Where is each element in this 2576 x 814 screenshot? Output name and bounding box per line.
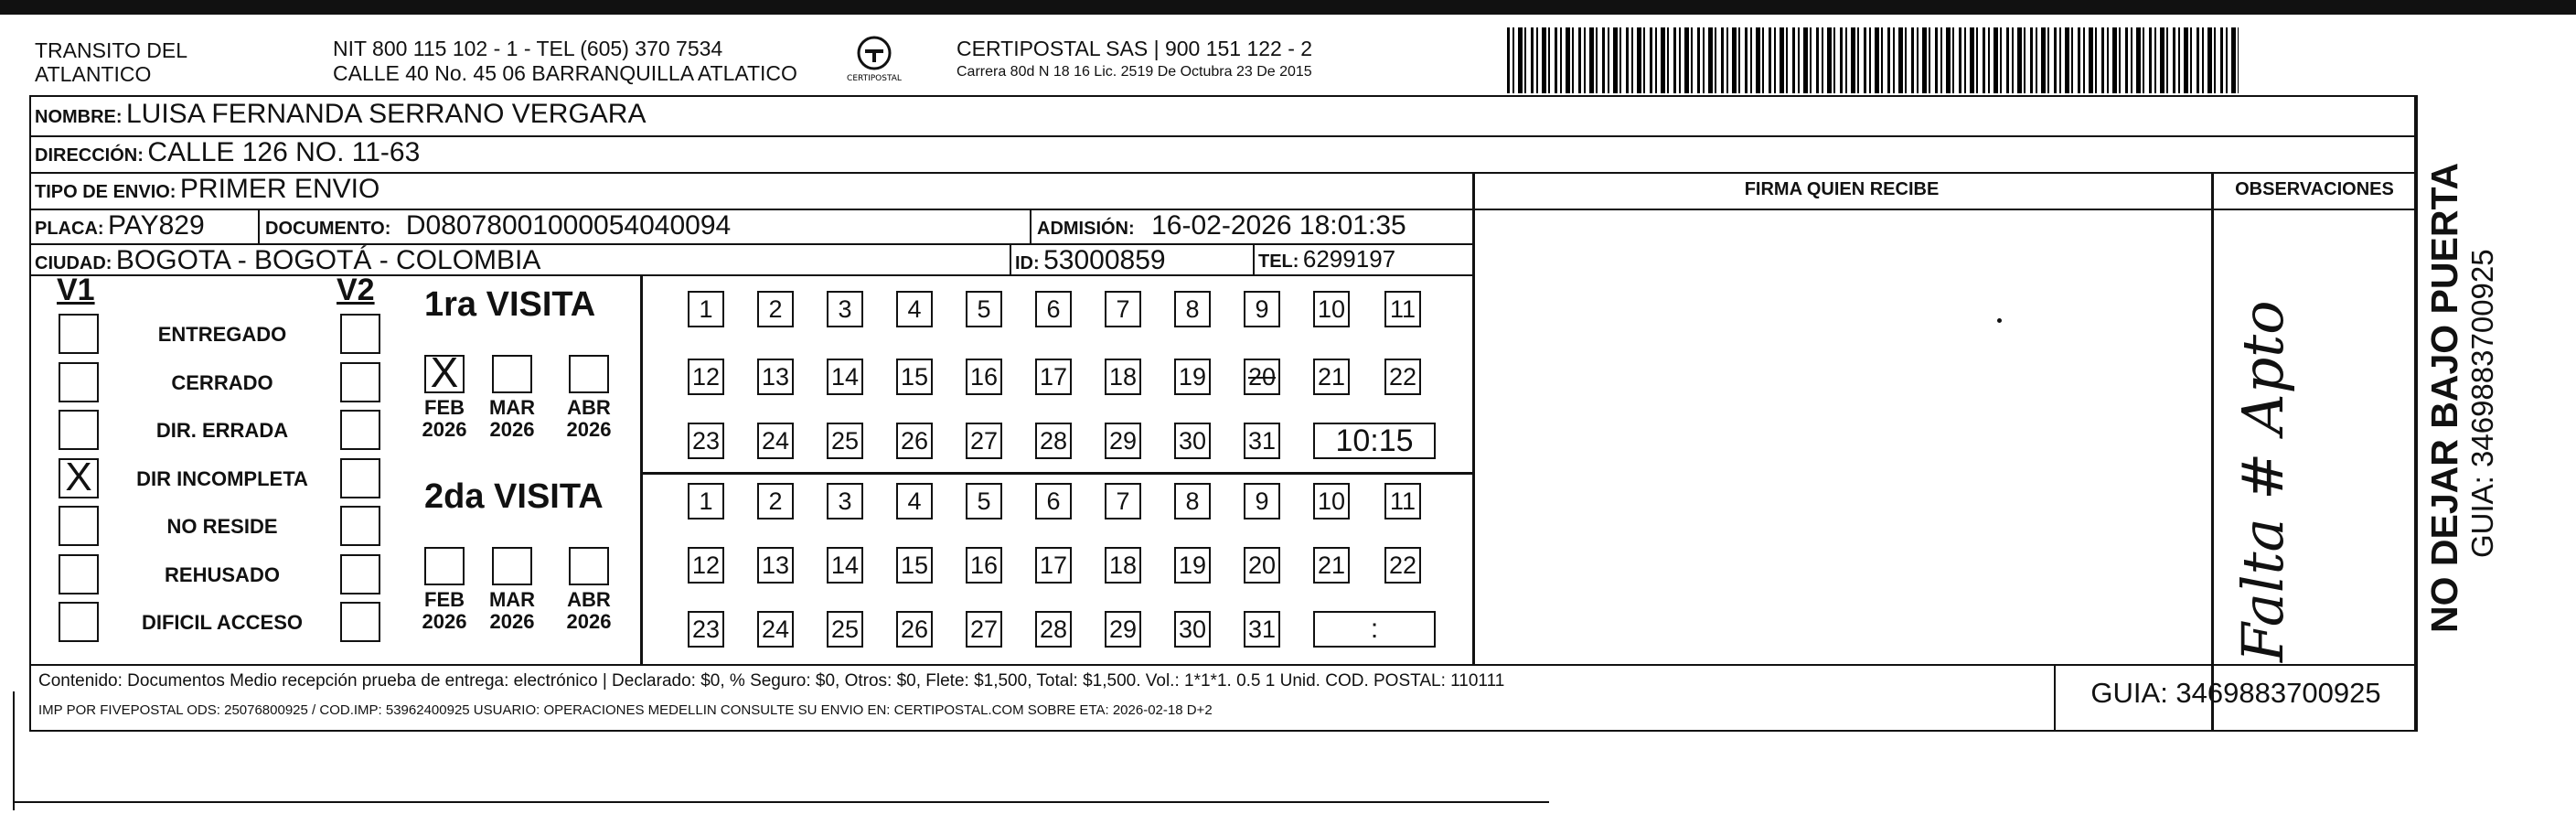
day-box[interactable]: 26 bbox=[896, 423, 933, 459]
day-box[interactable]: 7 bbox=[1105, 483, 1141, 519]
carrier-name: CERTIPOSTAL SAS | 900 151 122 - 2 bbox=[957, 37, 1313, 60]
day-box[interactable]: 21 bbox=[1313, 359, 1350, 395]
ciudad-label: CIUDAD: bbox=[35, 253, 112, 273]
side-guia: GUIA: 3469883700925 bbox=[2465, 249, 2499, 558]
admision-row bbox=[1037, 210, 1406, 241]
status-label: CERRADO bbox=[171, 371, 273, 394]
documento-row bbox=[265, 210, 731, 241]
day-box[interactable]: 27 bbox=[966, 611, 1002, 648]
day-box[interactable]: 5 bbox=[966, 483, 1002, 519]
month-label bbox=[561, 589, 616, 633]
v1-checkbox[interactable] bbox=[59, 455, 99, 499]
day-box[interactable]: 22 bbox=[1384, 359, 1421, 395]
month-year: 2026 bbox=[566, 418, 612, 441]
day-box[interactable]: 12 bbox=[688, 359, 724, 395]
status-label: DIFICIL ACCESO bbox=[141, 611, 303, 634]
month-label bbox=[485, 397, 540, 441]
placa-row bbox=[35, 210, 205, 241]
day-box[interactable]: 24 bbox=[757, 611, 794, 648]
day-box[interactable]: 30 bbox=[1174, 611, 1211, 648]
v1-checkbox[interactable] bbox=[59, 410, 99, 450]
bottom-edge-mark bbox=[13, 801, 1549, 803]
day-box[interactable]: 27 bbox=[966, 423, 1002, 459]
month-name: MAR bbox=[488, 588, 536, 611]
day-box[interactable]: 2 bbox=[757, 291, 794, 327]
tel-row bbox=[1258, 245, 1395, 273]
day-box[interactable]: 16 bbox=[966, 547, 1002, 584]
day-box[interactable]: 29 bbox=[1105, 423, 1141, 459]
ciudad-row bbox=[35, 245, 540, 276]
month-name: FEB bbox=[424, 588, 465, 611]
second-visit-time[interactable]: : bbox=[1313, 611, 1436, 648]
documento-value: D08078001000054040094 bbox=[405, 210, 732, 241]
v2-checkbox[interactable] bbox=[340, 554, 380, 594]
day-box[interactable]: 4 bbox=[896, 291, 933, 327]
day-box[interactable]: 1 bbox=[688, 291, 724, 327]
month-year: 2026 bbox=[422, 418, 467, 441]
ink-dot bbox=[1997, 318, 2002, 323]
day-box[interactable]: 17 bbox=[1035, 359, 1072, 395]
footer-contenido: Contenido: Documentos Medio recepción prueba de entrega: electrónico | Declarado: $0, % Seguro: $0, Otros: $0, Flete: $1,500, Total: $1,500. Vol.: 1*1*1. 0.5 1 Unid. COD. POSTAL: 110111 bbox=[38, 671, 1505, 691]
top-edge-bar bbox=[0, 0, 2576, 15]
day-box[interactable]: 23 bbox=[688, 611, 724, 648]
month-checkbox[interactable] bbox=[492, 547, 532, 585]
day-box[interactable]: 13 bbox=[757, 359, 794, 395]
month-label bbox=[561, 397, 616, 441]
carrier-license: Carrera 80d N 18 16 Lic. 2519 De Octubra 23 De 2015 bbox=[957, 64, 1312, 80]
day-box[interactable]: 12 bbox=[688, 547, 724, 584]
corner-rule bbox=[2263, 5, 2576, 7]
first-visit-title: 1ra VISITA bbox=[424, 285, 596, 324]
firma-header: FIRMA QUIEN RECIBE bbox=[1744, 179, 1940, 199]
day-box[interactable]: 21 bbox=[1313, 547, 1350, 584]
month-name: FEB bbox=[424, 396, 465, 419]
day-box[interactable]: 6 bbox=[1035, 291, 1072, 327]
id-row bbox=[1015, 245, 1166, 276]
id-value: 53000859 bbox=[1043, 245, 1166, 275]
day-box[interactable]: 31 bbox=[1244, 611, 1280, 648]
day-box[interactable]: 22 bbox=[1384, 547, 1421, 584]
v1-checkbox[interactable] bbox=[59, 314, 99, 354]
nombre-row bbox=[35, 99, 646, 130]
month-name: MAR bbox=[488, 396, 536, 419]
id-label: ID: bbox=[1015, 253, 1040, 273]
admision-label: ADMISIÓN: bbox=[1037, 219, 1135, 239]
status-label: DIR. ERRADA bbox=[155, 419, 289, 442]
month-checkbox[interactable] bbox=[424, 348, 465, 396]
day-box[interactable]: 9 bbox=[1244, 483, 1280, 519]
v2-checkbox[interactable] bbox=[340, 602, 380, 642]
tel-value: 6299197 bbox=[1302, 245, 1396, 273]
documento-label: DOCUMENTO: bbox=[265, 219, 391, 239]
ciudad-value: BOGOTA - BOGOTÁ - COLOMBIA bbox=[115, 245, 541, 275]
v1-label: V1 bbox=[57, 273, 95, 307]
day-box[interactable]: 10 bbox=[1313, 291, 1350, 327]
month-year: 2026 bbox=[489, 418, 535, 441]
day-box[interactable]: 20 bbox=[1244, 359, 1280, 395]
month-check-mark: X bbox=[430, 348, 459, 396]
day-box[interactable]: 25 bbox=[827, 611, 863, 648]
v1-checkbox[interactable] bbox=[59, 554, 99, 594]
day-box[interactable]: 25 bbox=[827, 423, 863, 459]
day-box[interactable]: 29 bbox=[1105, 611, 1141, 648]
day-box[interactable]: 10 bbox=[1313, 483, 1350, 519]
footer-guia: GUIA: 3469883700925 bbox=[2090, 677, 2381, 709]
nombre-value: LUISA FERNANDA SERRANO VERGARA bbox=[126, 99, 647, 129]
day-box[interactable]: 8 bbox=[1174, 483, 1211, 519]
barcode bbox=[1507, 27, 2239, 93]
day-box[interactable]: 28 bbox=[1035, 611, 1072, 648]
second-visit-title: 2da VISITA bbox=[424, 477, 604, 516]
v2-checkbox[interactable] bbox=[340, 506, 380, 546]
day-box[interactable]: 28 bbox=[1035, 423, 1072, 459]
day-box[interactable]: 11 bbox=[1384, 291, 1421, 327]
month-checkbox[interactable] bbox=[424, 547, 465, 585]
v2-checkbox[interactable] bbox=[340, 362, 380, 402]
status-label: DIR INCOMPLETA bbox=[136, 467, 308, 490]
month-label bbox=[485, 589, 540, 633]
v1-checkbox[interactable] bbox=[59, 602, 99, 642]
day-box[interactable]: 30 bbox=[1174, 423, 1211, 459]
day-box[interactable]: 14 bbox=[827, 359, 863, 395]
day-box[interactable]: 15 bbox=[896, 547, 933, 584]
month-checkbox[interactable] bbox=[569, 547, 609, 585]
placa-label: PLACA: bbox=[35, 219, 104, 239]
day-box[interactable]: 11 bbox=[1384, 483, 1421, 519]
first-visit-time[interactable]: 10:15 bbox=[1313, 423, 1436, 459]
day-box[interactable]: 3 bbox=[827, 291, 863, 327]
day-box[interactable]: 15 bbox=[896, 359, 933, 395]
month-year: 2026 bbox=[489, 610, 535, 633]
issuer-nit: NIT 800 115 102 - 1 - TEL (605) 370 7534 bbox=[333, 37, 723, 60]
day-box[interactable]: 20 bbox=[1244, 547, 1280, 584]
day-box[interactable]: 31 bbox=[1244, 423, 1280, 459]
tipo-label: TIPO DE ENVIO: bbox=[35, 182, 176, 202]
day-box[interactable]: 5 bbox=[966, 291, 1002, 327]
day-box[interactable]: 24 bbox=[757, 423, 794, 459]
day-box[interactable]: 3 bbox=[827, 483, 863, 519]
logo-text: CERTIPOSTAL bbox=[847, 74, 902, 83]
v2-label: V2 bbox=[337, 273, 375, 307]
day-box[interactable]: 18 bbox=[1105, 547, 1141, 584]
day-box[interactable]: 7 bbox=[1105, 291, 1141, 327]
month-label bbox=[417, 397, 472, 441]
day-box[interactable]: 18 bbox=[1105, 359, 1141, 395]
tel-label: TEL: bbox=[1258, 252, 1299, 272]
day-box[interactable]: 13 bbox=[757, 547, 794, 584]
v2-checkbox[interactable] bbox=[340, 410, 380, 450]
month-year: 2026 bbox=[566, 610, 612, 633]
day-box[interactable]: 19 bbox=[1174, 547, 1211, 584]
day-box[interactable]: 1 bbox=[688, 483, 724, 519]
direccion-label: DIRECCIÓN: bbox=[35, 145, 144, 166]
direccion-value: CALLE 126 NO. 11-63 bbox=[147, 137, 421, 167]
no-dejar-bajo-puerta: NO DEJAR BAJO PUERTA bbox=[2423, 162, 2465, 633]
observaciones-header: OBSERVACIONES bbox=[2235, 179, 2394, 199]
v2-checkbox[interactable] bbox=[340, 458, 380, 498]
left-edge-mark bbox=[13, 691, 15, 810]
tipo-row bbox=[35, 174, 379, 205]
v1-checkbox[interactable] bbox=[59, 506, 99, 546]
day-box[interactable]: 23 bbox=[688, 423, 724, 459]
direccion-row bbox=[35, 137, 420, 168]
tipo-value: PRIMER ENVIO bbox=[179, 174, 380, 204]
month-checkbox[interactable] bbox=[492, 355, 532, 393]
issuer-name-line2: ATLANTICO bbox=[35, 62, 152, 86]
month-checkbox[interactable] bbox=[569, 355, 609, 393]
v1-checkbox[interactable] bbox=[59, 362, 99, 402]
day-box[interactable]: 14 bbox=[827, 547, 863, 584]
nombre-label: NOMBRE: bbox=[35, 107, 123, 127]
month-name: ABR bbox=[567, 396, 611, 419]
day-box[interactable]: 8 bbox=[1174, 291, 1211, 327]
month-year: 2026 bbox=[422, 610, 467, 633]
issuer-name-line1: TRANSITO DEL bbox=[35, 38, 187, 62]
v2-checkbox[interactable] bbox=[340, 314, 380, 354]
status-label: REHUSADO bbox=[165, 563, 280, 586]
handwritten-observation: Falta # Apto bbox=[2229, 300, 2296, 662]
day-box[interactable]: 2 bbox=[757, 483, 794, 519]
day-box[interactable]: 16 bbox=[966, 359, 1002, 395]
month-name: ABR bbox=[567, 588, 611, 611]
admision-value: 16-02-2026 18:01:35 bbox=[1151, 210, 1406, 241]
day-box[interactable]: 26 bbox=[896, 611, 933, 648]
footer-imp: IMP POR FIVEPOSTAL ODS: 25076800925 / COD.IMP: 53962400925 USUARIO: OPERACIONES MEDELLIN CONSULTE SU ENVIO EN: CERTIPOSTAL.COM SOBRE ETA: 2026-02-18 D+2 bbox=[38, 702, 1213, 718]
status-label: ENTREGADO bbox=[157, 323, 287, 346]
month-label bbox=[417, 589, 472, 633]
day-box[interactable]: 6 bbox=[1035, 483, 1072, 519]
placa-value: PAY829 bbox=[108, 210, 205, 241]
day-box[interactable]: 19 bbox=[1174, 359, 1211, 395]
day-box[interactable]: 4 bbox=[896, 483, 933, 519]
v1-check-mark: X bbox=[65, 455, 92, 499]
certipostal-logo bbox=[841, 33, 907, 93]
status-label: NO RESIDE bbox=[166, 515, 278, 538]
issuer-address: CALLE 40 No. 45 06 BARRANQUILLA ATLATICO bbox=[333, 61, 797, 85]
day-box[interactable]: 9 bbox=[1244, 291, 1280, 327]
day-box[interactable]: 17 bbox=[1035, 547, 1072, 584]
